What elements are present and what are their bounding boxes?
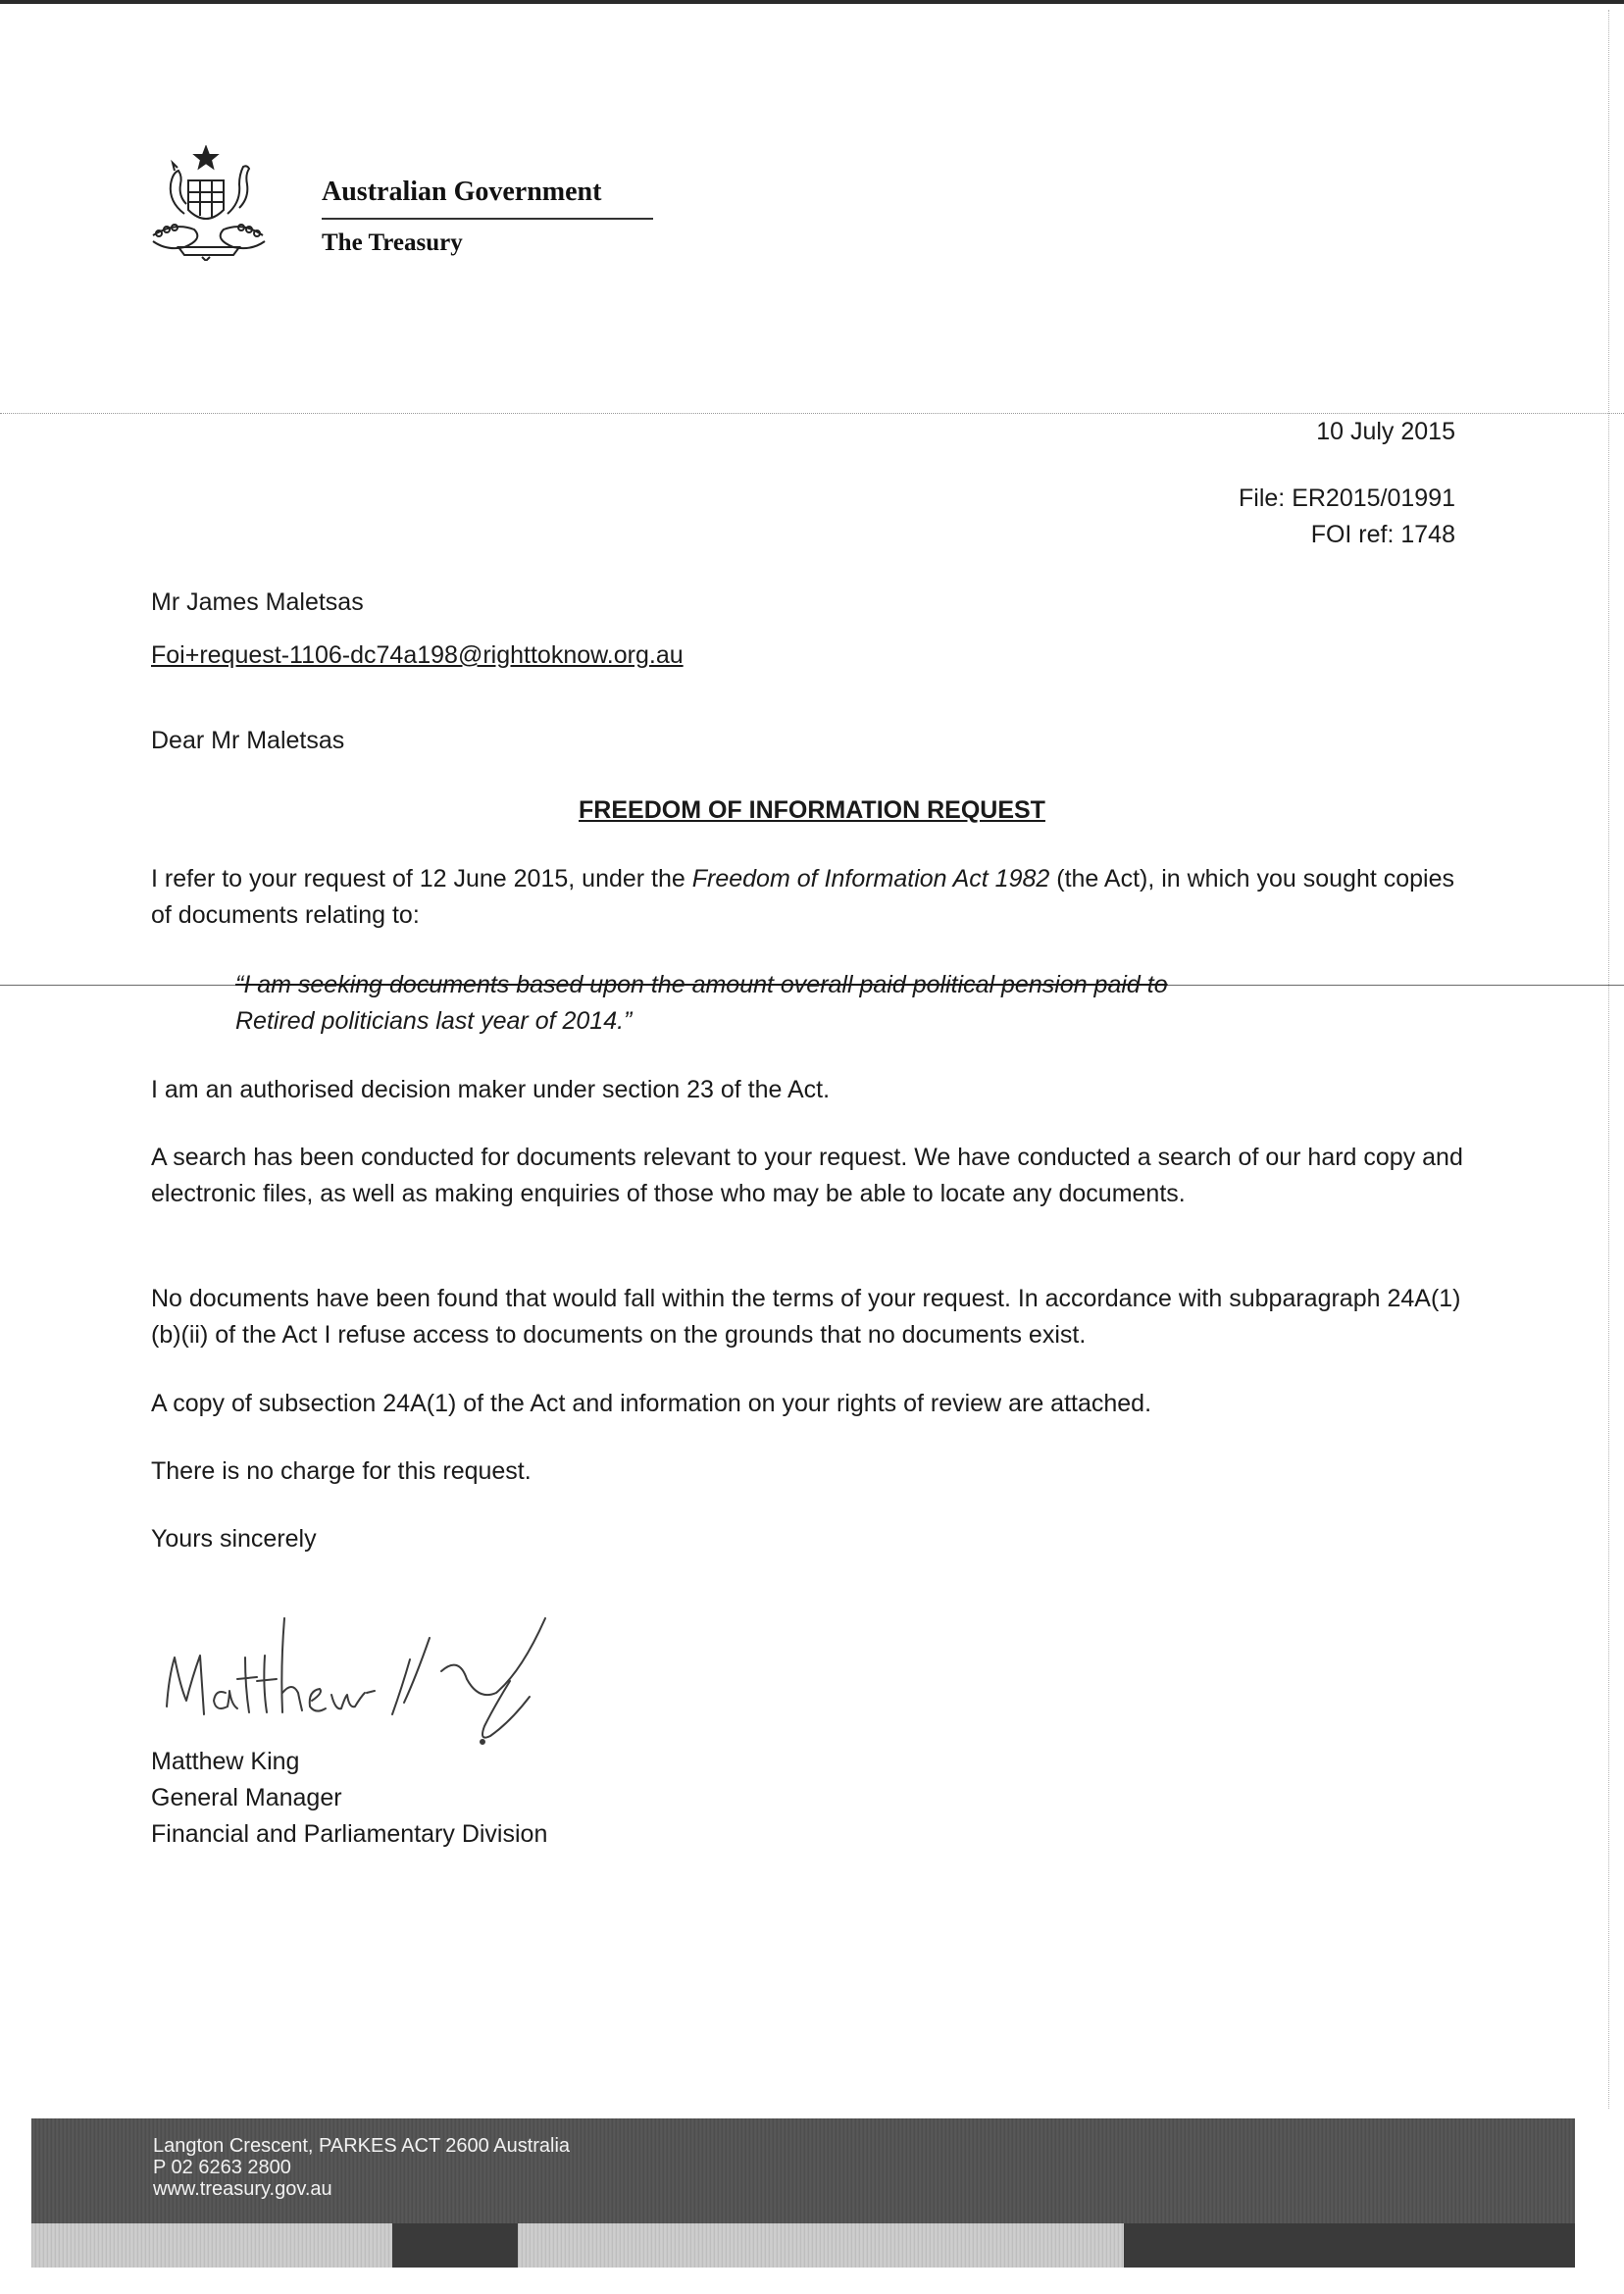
request-quote-line-2: Retired politicians last year of 2014.” bbox=[235, 1007, 633, 1035]
government-name: Australian Government bbox=[322, 177, 602, 207]
intro-text-before: I refer to your request of 12 June 2015, under the bbox=[151, 865, 692, 892]
department-name: The Treasury bbox=[322, 229, 463, 256]
signatory-division: Financial and Parliamentary Division bbox=[151, 1820, 548, 1848]
intro-paragraph bbox=[151, 861, 1465, 934]
footer-address: Langton Crescent, PARKES ACT 2600 Australia bbox=[153, 2135, 571, 2157]
footer-dark-block bbox=[1124, 2223, 1575, 2268]
request-quote-line-1: “I am seeking documents based upon the amount overall paid political pension paid to bbox=[235, 971, 1168, 998]
paragraph-no-documents: No documents have been found that would fall within the terms of your request. In accordance with subparagraph 24A(1)(b)(ii) of the Act I refuse access to documents on the grounds that no documents exist. bbox=[151, 1285, 1461, 1349]
signatory-title: General Manager bbox=[151, 1784, 342, 1811]
scan-artifact-line bbox=[1608, 10, 1609, 2109]
letterhead-rule bbox=[322, 218, 653, 220]
footer-contact bbox=[153, 2135, 570, 2200]
footer-phone: P 02 6263 2800 bbox=[153, 2157, 291, 2178]
letter-date: 10 July 2015 bbox=[1316, 418, 1455, 445]
closing: Yours sincerely bbox=[151, 1525, 317, 1553]
signatory-name: Matthew King bbox=[151, 1748, 300, 1775]
act-name: Freedom of Information Act 1982 bbox=[691, 865, 1050, 892]
footer-website-link[interactable]: www.treasury.gov.au bbox=[153, 2178, 332, 2200]
request-quote bbox=[235, 967, 1363, 1040]
handwritten-signature bbox=[147, 1599, 608, 1756]
paragraph-decision-maker: I am an authorised decision maker under section 23 of the Act. bbox=[151, 1076, 831, 1103]
paragraph-no-charge: There is no charge for this request. bbox=[151, 1457, 532, 1485]
recipient-name: Mr James Maletsas bbox=[151, 588, 364, 616]
paragraph-rights-of-review: A copy of subsection 24A(1) of the Act and information on your rights of review are attached. bbox=[151, 1390, 1152, 1417]
recipient-email-link[interactable]: Foi+request-1106-dc74a198@righttoknow.org.au bbox=[151, 641, 684, 669]
commonwealth-coat-of-arms-icon bbox=[145, 145, 310, 261]
letter-heading: FREEDOM OF INFORMATION REQUEST bbox=[579, 796, 1045, 824]
foi-reference: FOI ref: 1748 bbox=[1310, 521, 1455, 548]
paragraph-search: A search has been conducted for documents relevant to your request. We have conducted a search of our hard copy and electronic files, as well as making enquiries of those who may be able to locate any documents. bbox=[151, 1144, 1463, 1207]
file-reference: File: ER2015/01991 bbox=[1239, 484, 1455, 512]
scan-top-edge bbox=[0, 0, 1624, 4]
intro-text-after: (the Act), in which you sought copies of documents relating to: bbox=[151, 865, 1455, 929]
footer-dark-block bbox=[392, 2223, 518, 2268]
salutation: Dear Mr Maletsas bbox=[151, 727, 345, 754]
